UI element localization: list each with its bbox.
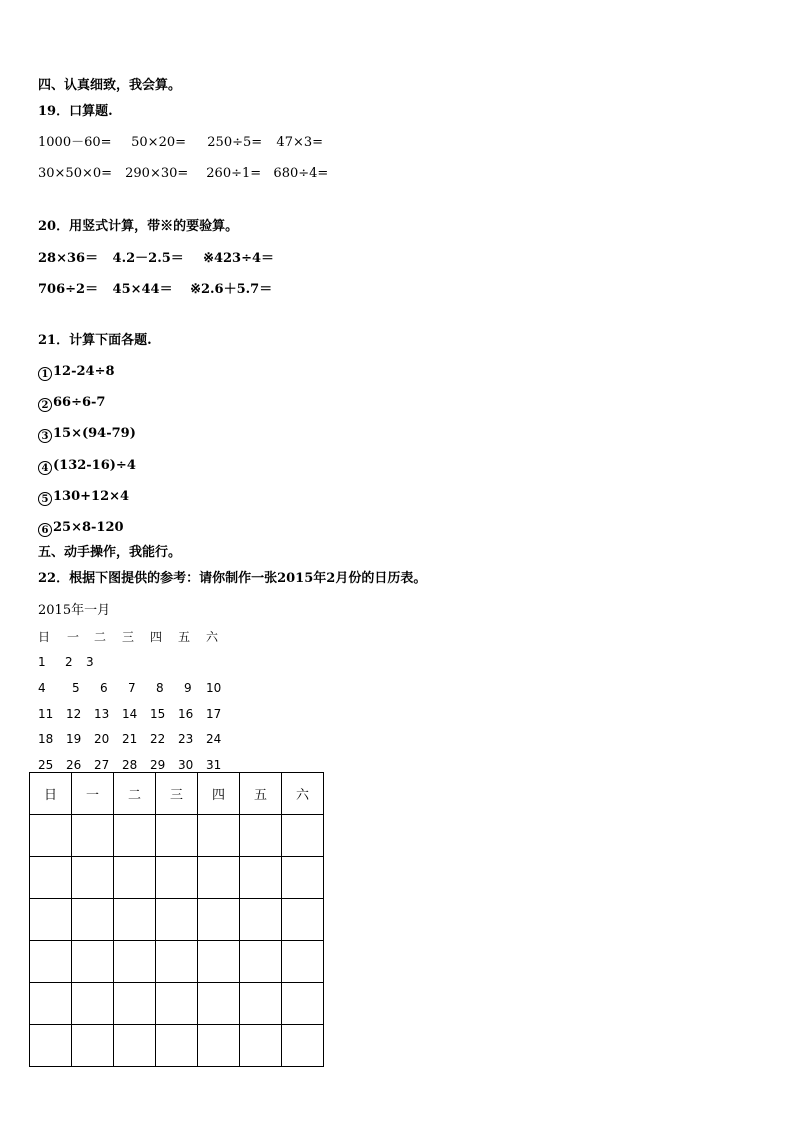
problem: ※2.6＋5.7＝ (190, 282, 273, 297)
day-cell: 13 (94, 707, 110, 721)
expression: 15×(94-79) (53, 426, 136, 441)
circled-number: 1 (38, 367, 52, 381)
day-cell: 20 (94, 732, 110, 746)
blank-cell[interactable] (282, 941, 324, 983)
day-cell: 4 (38, 681, 46, 695)
circled-number: 4 (38, 461, 52, 475)
day-cell: 22 (150, 732, 166, 746)
day-cell: 21 (122, 732, 138, 746)
calendar-title: 2015年一月 (38, 603, 111, 618)
question-22-title: 22．根据下图提供的参考：请你制作一张2015年2月份的日历表。 (38, 571, 427, 586)
blank-cell[interactable] (114, 1025, 156, 1067)
blank-cell[interactable] (72, 899, 114, 941)
problem: 1000－60= (38, 135, 112, 150)
list-item (38, 364, 115, 381)
table-header-row (30, 773, 324, 815)
day-cell: 31 (206, 758, 222, 772)
question-20-title: 20．用竖式计算，带※的要验算。 (38, 219, 239, 234)
table-header-cell: 三 (156, 773, 198, 815)
expression: 130+12×4 (53, 489, 130, 504)
day-cell: 27 (94, 758, 110, 772)
blank-cell[interactable] (114, 899, 156, 941)
blank-cell[interactable] (72, 983, 114, 1025)
blank-cell[interactable] (240, 899, 282, 941)
day-cell: 9 (184, 681, 192, 695)
blank-cell[interactable] (156, 857, 198, 899)
day-cell: 30 (178, 758, 194, 772)
table-header-cell: 四 (198, 773, 240, 815)
blank-cell[interactable] (156, 815, 198, 857)
day-cell: 29 (150, 758, 166, 772)
blank-cell[interactable] (198, 941, 240, 983)
day-cell: 15 (150, 707, 166, 721)
blank-cell[interactable] (240, 983, 282, 1025)
blank-cell[interactable] (114, 983, 156, 1025)
blank-cell[interactable] (30, 815, 72, 857)
table-header-cell: 日 (30, 773, 72, 815)
weekday-label: 三 (122, 630, 135, 644)
day-cell: 24 (206, 732, 222, 746)
blank-cell[interactable] (282, 983, 324, 1025)
day-cell: 19 (66, 732, 82, 746)
day-cell: 10 (206, 681, 222, 695)
problem: 45×44＝ (112, 282, 173, 297)
problem: 290×30= (125, 166, 189, 181)
list-item (38, 458, 136, 475)
question-19-row-1 (38, 135, 323, 151)
section-5-title: 五、动手操作，我能行。 (38, 545, 182, 560)
list-item (38, 489, 129, 506)
blank-cell[interactable] (240, 857, 282, 899)
day-cell: 23 (178, 732, 194, 746)
section-4-title: 四、认真细致，我会算。 (38, 78, 182, 93)
question-20-row-2 (38, 282, 272, 298)
expression: 25×8-120 (53, 520, 124, 535)
blank-cell[interactable] (72, 941, 114, 983)
blank-cell[interactable] (198, 1025, 240, 1067)
day-cell: 16 (178, 707, 194, 721)
list-item (38, 395, 105, 412)
question-21-title: 21．计算下面各题. (38, 333, 152, 348)
blank-cell[interactable] (72, 815, 114, 857)
table-header-cell: 二 (114, 773, 156, 815)
day-cell: 12 (66, 707, 82, 721)
table-row (30, 983, 324, 1025)
blank-cell[interactable] (240, 941, 282, 983)
blank-cell[interactable] (240, 1025, 282, 1067)
day-cell: 14 (122, 707, 138, 721)
table-header-cell: 六 (282, 773, 324, 815)
blank-cell[interactable] (156, 941, 198, 983)
blank-cell[interactable] (282, 815, 324, 857)
day-cell: 11 (38, 707, 54, 721)
blank-cell[interactable] (282, 1025, 324, 1067)
blank-cell[interactable] (30, 899, 72, 941)
table-row (30, 1025, 324, 1067)
expression: (132-16)÷4 (53, 458, 136, 473)
blank-cell[interactable] (30, 941, 72, 983)
weekday-label: 四 (150, 630, 163, 644)
blank-cell[interactable] (198, 857, 240, 899)
blank-cell[interactable] (114, 941, 156, 983)
blank-cell[interactable] (282, 899, 324, 941)
problem: 260÷1= (206, 166, 262, 181)
blank-cell[interactable] (72, 1025, 114, 1067)
expression: 66÷6-7 (53, 395, 106, 410)
question-20-row-1 (38, 251, 274, 267)
problem: 706÷2＝ (38, 282, 99, 297)
blank-cell[interactable] (282, 857, 324, 899)
day-cell: 17 (206, 707, 222, 721)
day-cell: 7 (128, 681, 136, 695)
table-header-cell: 一 (72, 773, 114, 815)
blank-cell[interactable] (240, 815, 282, 857)
weekday-label: 五 (178, 630, 191, 644)
day-cell: 8 (156, 681, 164, 695)
problem: 47×3= (276, 135, 324, 150)
blank-cell[interactable] (72, 857, 114, 899)
blank-cell[interactable] (198, 899, 240, 941)
table-row (30, 899, 324, 941)
weekday-label: 一 (67, 630, 80, 644)
blank-cell[interactable] (114, 815, 156, 857)
problem: 680÷4= (273, 166, 329, 181)
day-cell: 3 (86, 655, 94, 669)
table-row (30, 815, 324, 857)
weekday-label: 日 (38, 630, 51, 644)
circled-number: 3 (38, 429, 52, 443)
day-cell: 28 (122, 758, 138, 772)
problem: 30×50×0= (38, 166, 113, 181)
day-cell: 18 (38, 732, 54, 746)
blank-cell[interactable] (30, 1025, 72, 1067)
problem: 28×36＝ (38, 251, 99, 266)
problem: 50×20= (131, 135, 187, 150)
day-cell: 5 (72, 681, 80, 695)
list-item (38, 426, 136, 443)
blank-cell[interactable] (156, 899, 198, 941)
circled-number: 6 (38, 523, 52, 537)
list-item (38, 520, 124, 537)
blank-cell[interactable] (114, 857, 156, 899)
blank-cell[interactable] (30, 857, 72, 899)
day-cell: 26 (66, 758, 82, 772)
question-19-row-2 (38, 166, 328, 182)
expression: 12-24÷8 (53, 364, 115, 379)
problem: 4.2－2.5＝ (112, 251, 184, 266)
blank-cell[interactable] (156, 1025, 198, 1067)
table-row (30, 857, 324, 899)
table-row (30, 941, 324, 983)
day-cell: 2 (65, 655, 73, 669)
weekday-label: 二 (94, 630, 107, 644)
problem: 250÷5= (207, 135, 263, 150)
table-header-cell: 五 (240, 773, 282, 815)
circled-number: 2 (38, 398, 52, 412)
blank-cell[interactable] (30, 983, 72, 1025)
circled-number: 5 (38, 492, 52, 506)
problem: ※423÷4＝ (203, 251, 275, 266)
blank-cell[interactable] (156, 983, 198, 1025)
blank-cell[interactable] (198, 983, 240, 1025)
weekday-label: 六 (206, 630, 219, 644)
day-cell: 1 (38, 655, 46, 669)
day-cell: 25 (38, 758, 54, 772)
day-cell: 6 (100, 681, 108, 695)
blank-cell[interactable] (198, 815, 240, 857)
blank-calendar-table (29, 772, 324, 1067)
question-19-title: 19．口算题. (38, 104, 113, 119)
